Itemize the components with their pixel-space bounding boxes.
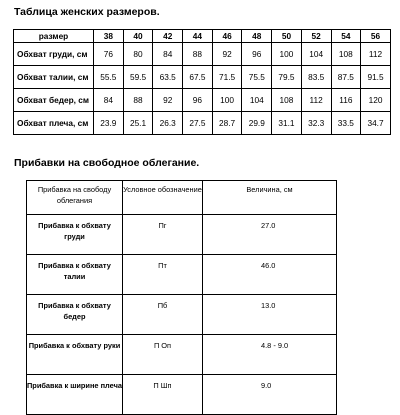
value-cell: 29.9 [242,112,272,135]
size-table [13,29,391,135]
allowance-table-title: Прибавки на свободное облегание. [14,157,200,169]
allowance-value: 46.0 [203,255,337,295]
allowance-value: 13.0 [203,295,337,335]
allowance-header-row [27,181,337,215]
value-cell: 28.7 [212,112,242,135]
allowance-symbol: Пг [123,215,203,255]
size-header-cell: 56 [361,30,391,43]
value-cell: 59.5 [123,66,153,89]
header-value: Величина, см [203,181,337,215]
row-label: Обхват плеча, см [14,112,94,135]
value-cell: 34.7 [361,112,391,135]
allowance-row [27,255,337,295]
value-cell: 104 [301,43,331,66]
allowance-row [27,335,337,375]
value-cell: 79.5 [272,66,302,89]
row-label: Обхват груди, см [14,43,94,66]
value-cell: 92 [153,89,183,112]
row-label: Обхват талии, см [14,66,94,89]
value-cell: 104 [242,89,272,112]
allowance-name: Прибавка к обхвату бедер [27,295,123,335]
value-cell: 33.5 [331,112,361,135]
value-cell: 84 [153,43,183,66]
size-header-cell: 46 [212,30,242,43]
value-cell: 116 [331,89,361,112]
value-cell: 91.5 [361,66,391,89]
allowance-symbol: П Шп [123,375,203,415]
size-row-hips [14,89,391,112]
allowance-symbol: Пб [123,295,203,335]
value-cell: 108 [331,43,361,66]
value-cell: 112 [361,43,391,66]
size-header-cell: 38 [94,30,124,43]
allowance-value: 9.0 [203,375,337,415]
value-cell: 32.3 [301,112,331,135]
value-cell: 96 [183,89,213,112]
size-header-cell: 40 [123,30,153,43]
size-row-shoulder [14,112,391,135]
size-header-cell: 52 [301,30,331,43]
value-cell: 100 [212,89,242,112]
value-cell: 120 [361,89,391,112]
value-cell: 108 [272,89,302,112]
value-cell: 92 [212,43,242,66]
header-allowance: Прибавка на свободу облегания [27,181,123,215]
allowance-table [26,180,337,415]
size-table-header-row [14,30,391,43]
value-cell: 67.5 [183,66,213,89]
value-cell: 27.5 [183,112,213,135]
size-header-cell: 54 [331,30,361,43]
value-cell: 75.5 [242,66,272,89]
allowance-value: 27.0 [203,215,337,255]
size-header-cell: 48 [242,30,272,43]
allowance-row [27,215,337,255]
header-symbol: Условное обозначение [123,181,203,215]
value-cell: 71.5 [212,66,242,89]
value-cell: 26.3 [153,112,183,135]
value-cell: 96 [242,43,272,66]
value-cell: 23.9 [94,112,124,135]
size-row-chest [14,43,391,66]
value-cell: 84 [94,89,124,112]
size-table-title: Таблица женских размеров. [14,6,160,18]
value-cell: 100 [272,43,302,66]
allowance-name: Прибавка к обхвату груди [27,215,123,255]
value-cell: 83.5 [301,66,331,89]
allowance-symbol: П Оп [123,335,203,375]
allowance-symbol: Пт [123,255,203,295]
value-cell: 88 [183,43,213,66]
value-cell: 25.1 [123,112,153,135]
value-cell: 31.1 [272,112,302,135]
allowance-name: Прибавка к обхвату талии [27,255,123,295]
allowance-row [27,295,337,335]
size-header-cell: 42 [153,30,183,43]
allowance-name: Прибавка к обхвату руки [27,335,123,375]
size-header-label: размер [14,30,94,43]
value-cell: 88 [123,89,153,112]
value-cell: 55.5 [94,66,124,89]
allowance-name: Прибавка к ширине плеча [27,375,123,415]
allowance-row [27,375,337,415]
row-label: Обхват бедер, см [14,89,94,112]
size-header-cell: 44 [183,30,213,43]
size-row-waist [14,66,391,89]
value-cell: 112 [301,89,331,112]
value-cell: 80 [123,43,153,66]
size-header-cell: 50 [272,30,302,43]
allowance-value: 4.8 - 9.0 [203,335,337,375]
value-cell: 87.5 [331,66,361,89]
value-cell: 76 [94,43,124,66]
value-cell: 63.5 [153,66,183,89]
